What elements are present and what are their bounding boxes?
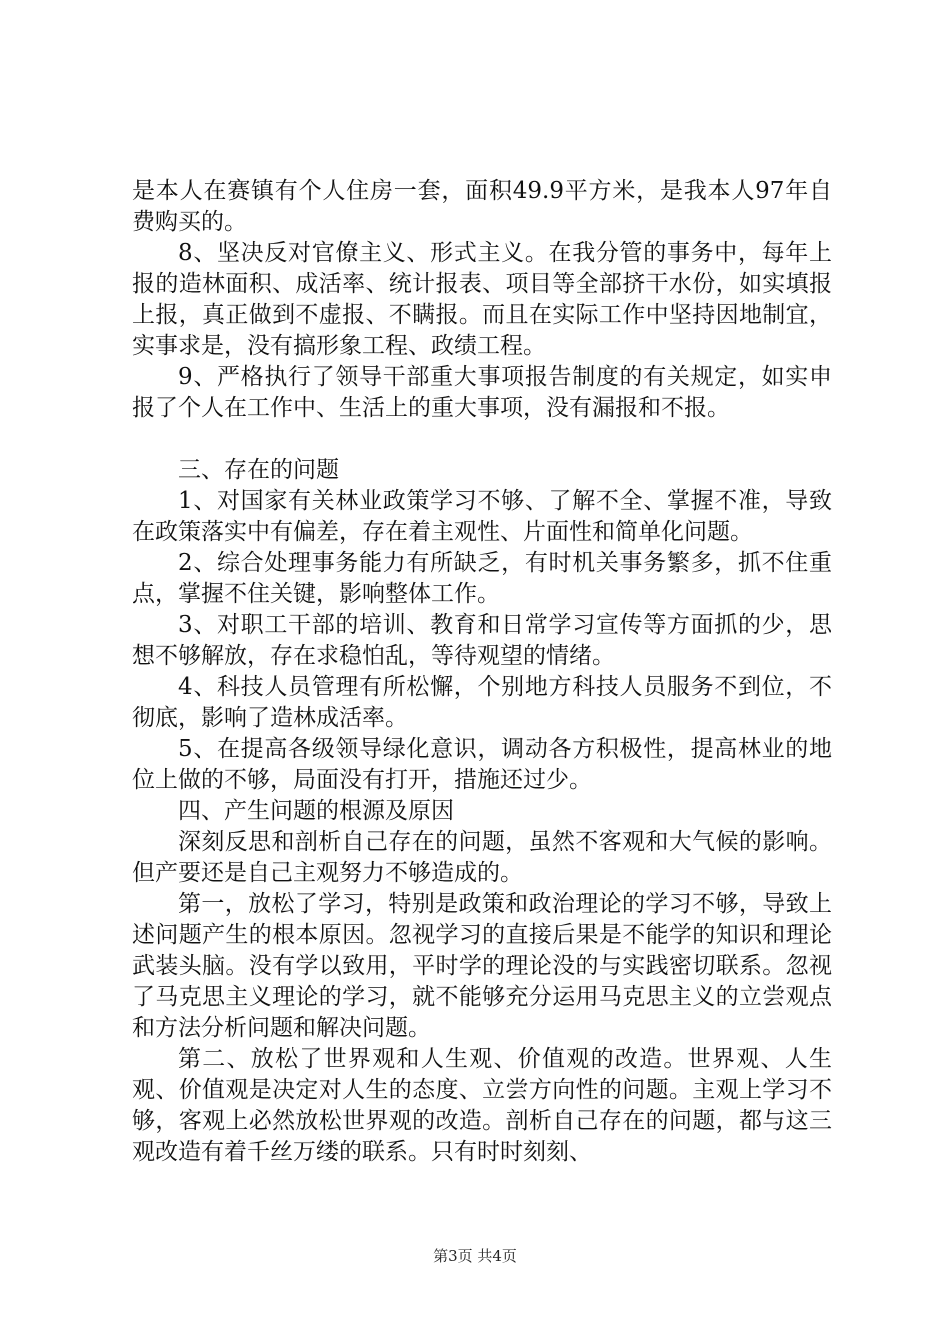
- paragraph: 8、坚决反对官僚主义、形式主义。在我分管的事务中，每年上报的造林面积、成活率、统计报表、项目等全部挤干水份，如实填报上报，真正做到不虚报、不瞒报。而且在实际工作中坚持因地制宜，实事求是，没有搞形象工程、政绩工程。: [132, 240, 832, 359]
- paragraph: 3、对职工干部的培训、教育和日常学习宣传等方面抓的少，思想不够解放，存在求稳怕乱，等待观望的情绪。: [132, 612, 832, 669]
- paragraph: 9、严格执行了领导干部重大事项报告制度的有关规定，如实申报了个人在工作中、生活上的重大事项，没有漏报和不报。: [132, 364, 832, 421]
- paragraph: 5、在提高各级领导绿化意识，调动各方积极性，提高林业的地位上做的不够，局面没有打开，措施还过少。: [132, 736, 832, 793]
- paragraph: 1、对国家有关林业政策学习不够、了解不全、掌握不准，导致在政策落实中有偏差，存在着主观性、片面性和简单化问题。: [132, 488, 832, 545]
- paragraph: 4、科技人员管理有所松懈，个别地方科技人员服务不到位，不彻底，影响了造林成活率。: [132, 674, 832, 731]
- paragraph: 深刻反思和剖析自己存在的问题，虽然不客观和大气候的影响。但产要还是自己主观努力不够造成的。: [132, 829, 832, 886]
- body-text: [132, 176, 832, 1168]
- section-heading: 四、产生问题的根源及原因: [178, 798, 454, 824]
- paragraph: 第二、放松了世界观和人生观、价值观的改造。世界观、人生观、价值观是决定对人生的态度、立尝方向性的问题。主观上学习不够，客观上必然放松世界观的改造。剖析自己存在的问题，都与这三观改造有着千丝万缕的联系。只有时时刻刻、: [132, 1046, 832, 1165]
- section-heading: 三、存在的问题: [178, 457, 339, 483]
- paragraph: 2、综合处理事务能力有所缺乏，有时机关事务繁多，抓不住重点，掌握不住关键，影响整体工作。: [132, 550, 832, 607]
- paragraph: 是本人在赛镇有个人住房一套，面积49.9平方米，是我本人97年自费购买的。: [132, 178, 832, 235]
- page-footer: 第3页 共4页: [433, 1247, 517, 1265]
- paragraph: 第一，放松了学习，特别是政策和政治理论的学习不够，导致上述问题产生的根本原因。忽视学习的直接后果是不能学的知识和理论武装头脑。没有学以致用，平时学的理论没的与实践密切联系。忽视了马克思主义理论的学习，就不能够充分运用马克思主义的立尝观点和方法分析问题和解决问题。: [132, 891, 832, 1041]
